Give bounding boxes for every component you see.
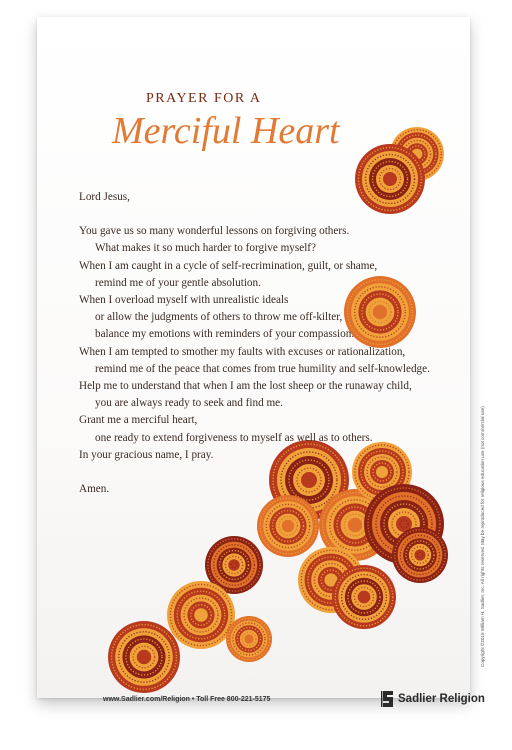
decor-circle (392, 527, 448, 583)
prayer-line: Lord Jesus, (79, 191, 130, 203)
prayer-line: remind me of your gentle absolution. (95, 276, 261, 289)
sadlier-logo (381, 690, 485, 708)
decor-circle (257, 495, 319, 557)
prayer-kicker: PRAYER FOR A (146, 91, 262, 106)
prayer-line: balance my emotions with reminders of your compassion. (95, 328, 355, 341)
prayer-line: or allow the judgments of others to throw me off-kilter, (95, 311, 343, 324)
prayer-title: Merciful Heart (112, 110, 340, 152)
copyright-notice: Copyright ©2015 William H. Sadlier, Inc. All rights reserved. May be reproduced for religious education use (not commercial use) (480, 406, 485, 667)
prayer-body (79, 189, 459, 498)
prayer-line: You gave us so many wonderful lessons on forgiving others. (79, 225, 350, 238)
prayer-line: one ready to extend forgiveness to myself as well as to others. (95, 431, 373, 444)
prayer-sheet (37, 17, 485, 705)
prayer-line: When I overload myself with unrealistic ideals (79, 294, 289, 307)
prayer-line: When I am caught in a cycle of self-recrimination, guilt, or shame, (79, 259, 378, 272)
decor-circle (167, 581, 235, 649)
prayer-line: Amen. (79, 483, 110, 496)
footer-contact: www.Sadlier.com/Religion • Toll Free 800-221-5175 (103, 696, 271, 703)
decor-circle (332, 565, 396, 629)
prayer-line: remind me of the peace that comes from true humility and self-knowledge. (95, 362, 430, 375)
prayer-line: you are always ready to seek and find me. (95, 397, 283, 410)
decor-circle (108, 621, 180, 693)
prayer-line: Grant me a merciful heart, (79, 414, 198, 427)
sadlier-s-icon (381, 690, 395, 708)
prayer-line: Help me to understand that when I am the lost sheep or the runaway child, (79, 380, 412, 393)
decor-circle (226, 616, 272, 662)
prayer-line: When I am tempted to smother my faults with excuses or rationalization, (79, 345, 406, 358)
prayer-line: What makes it so much harder to forgive myself? (95, 242, 316, 255)
brand-name: Sadlier Religion (398, 693, 485, 705)
prayer-line: In your gracious name, I pray. (79, 448, 214, 461)
